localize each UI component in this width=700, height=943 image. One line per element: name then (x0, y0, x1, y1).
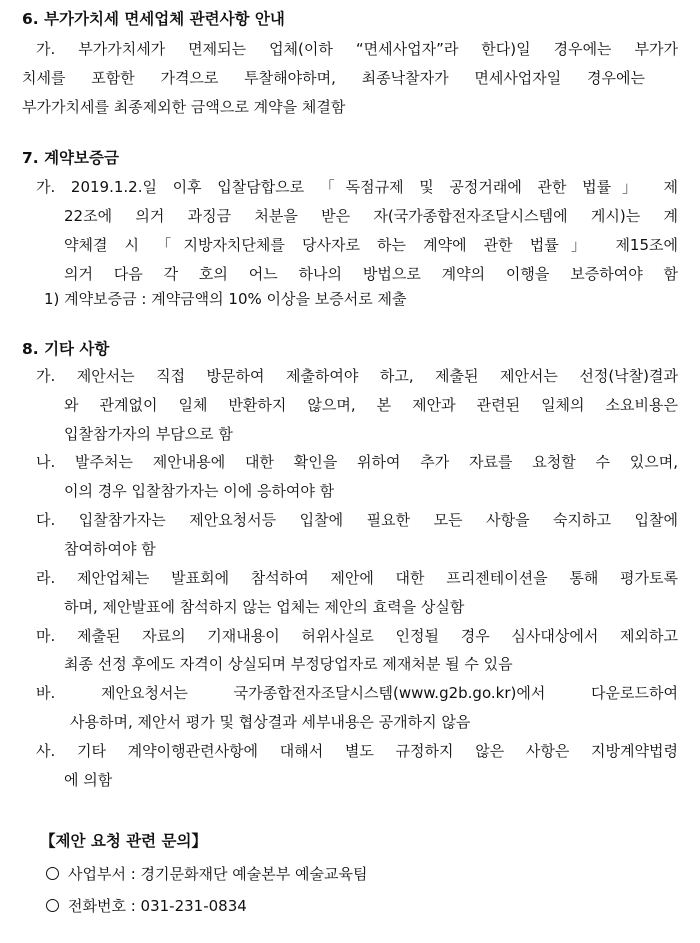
section-8-heading: 8. 기타 사항 (22, 340, 110, 358)
section-7-sub-item: 1) 계약보증금 : 계약금액의 10% 이상을 보증서로 제출 (44, 290, 407, 308)
section-8-item-line: 가. 제안서는 직접 방문하여 제출하여야 하고, 제출된 제안서는 선정(낙찰)결과 (36, 367, 678, 385)
section-8-item-line: 나. 발주처는 제안내용에 대한 확인을 위하여 추가 자료를 요청할 수 있으며, (36, 453, 678, 471)
contact-phone: 전화번호 : 031-231-0834 (68, 897, 247, 915)
section-8-item-line: 하며, 제안발표에 참석하지 않는 업체는 제안의 효력을 상실함 (64, 598, 465, 616)
section-7-item-line: 의거 다음 각 호의 어느 하나의 방법으로 계약의 이행을 보증하여야 함 (64, 265, 678, 283)
section-7-item-line: 22조에 의거 과징금 처분을 받은 자(국가종합전자조달시스템에 게시)는 계 (64, 207, 678, 225)
section-8-item-line: 바. 제안요청서는 국가종합전자조달시스템(www.g2b.go.kr)에서 다운로드하여 (36, 684, 678, 702)
section-8-item-line: 입찰참가자의 부담으로 함 (64, 425, 233, 443)
section-8-item-line: 사용하며, 제안서 평가 및 협상결과 세부내용은 공개하지 않음 (70, 713, 471, 731)
section-6-line: 부가가치세를 최종제외한 금액으로 계약을 체결함 (22, 98, 346, 116)
section-8-item-line: 최종 선정 후에도 자격이 상실되며 부정당업자로 제재처분 될 수 있음 (64, 655, 513, 673)
section-6-line: 가. 부가가치세가 면제되는 업체(이하 “면세사업자”라 한다)일 경우에는 부가가 (36, 40, 678, 58)
section-6-line: 치세를 포함한 가격으로 투찰해야하며, 최종낙찰자가 면세사업자일 경우에는 (22, 69, 645, 87)
section-8-item-line: 다. 입찰참가자는 제안요청서등 입찰에 필요한 모든 사항을 숙지하고 입찰에 (36, 511, 678, 529)
circle-bullet-icon (46, 899, 59, 912)
contact-dept: 사업부서 : 경기문화재단 예술본부 예술교육팀 (68, 865, 368, 883)
section-8-item-line: 참여하여야 함 (64, 540, 156, 558)
section-6-heading: 6. 부가가치세 면세업체 관련사항 안내 (22, 10, 285, 28)
circle-bullet-icon (46, 867, 59, 880)
section-8-item-line: 이의 경우 입찰참가자는 이에 응하여야 함 (64, 482, 335, 500)
contact-heading: 【제안 요청 관련 문의】 (40, 832, 207, 850)
section-7-item-line: 약체결 시 「지방자치단체를 당사자로 하는 계약에 관한 법률」 제15조에 (64, 236, 678, 254)
section-8-item-line: 사. 기타 계약이행관련사항에 대해서 별도 규정하지 않은 사항은 지방계약법령 (36, 742, 678, 760)
section-7-item-line: 가. 2019.1.2.일 이후 입찰담합으로 「독점규제 및 공정거래에 관한 법률」 제 (36, 178, 678, 196)
section-8-item-line: 라. 제안업체는 발표회에 참석하여 제안에 대한 프리젠테이션을 통해 평가토록 (36, 569, 678, 587)
contact-phone-item (46, 896, 700, 916)
section-7-heading: 7. 계약보증금 (22, 149, 119, 167)
section-8-item-line: 에 의함 (64, 771, 113, 789)
section-8-item-line: 와 관계없이 일체 반환하지 않으며, 본 제안과 관련된 일체의 소요비용은 (64, 396, 678, 414)
section-8-item-line: 마. 제출된 자료의 기재내용이 허위사실로 인정될 경우 심사대상에서 제외하고 (36, 627, 678, 645)
contact-dept-item (46, 864, 700, 884)
